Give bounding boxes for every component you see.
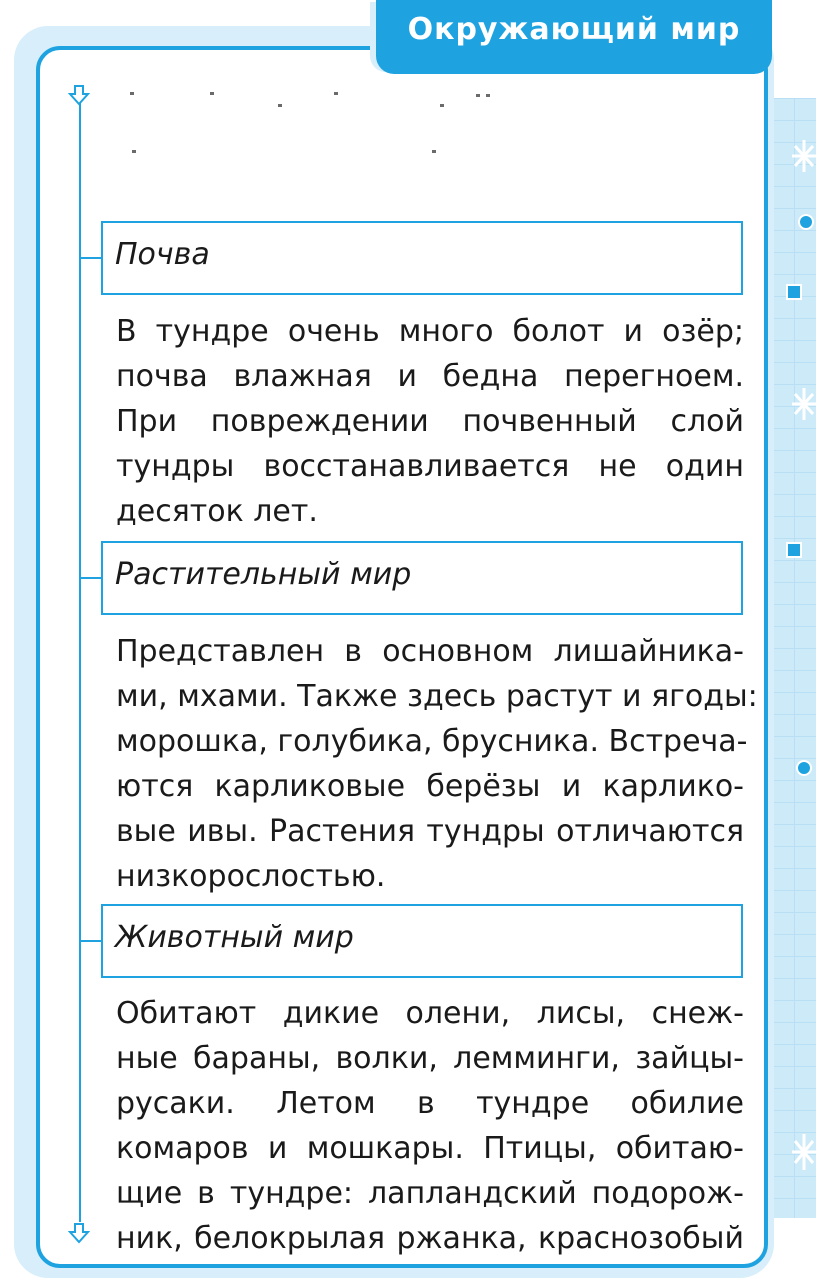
- timeline-connector: [80, 577, 102, 579]
- paragraph-line: Представлен в основном лишайника-: [116, 634, 744, 669]
- text-fragment: [210, 92, 214, 95]
- paragraph-line: В тундре очень много болот и озёр;: [116, 314, 744, 349]
- paragraph-line: При повреждении почвенный слой: [116, 404, 744, 439]
- paragraph-line: почва влажная и бедна перегноем.: [116, 359, 744, 394]
- paragraph-line: щие в тундре: лапландский подорож-: [116, 1176, 744, 1211]
- page-title: Окружающий мир: [407, 12, 741, 47]
- paragraph-line: ные бараны, волки, лемминги, зайцы-: [116, 1041, 744, 1076]
- paragraph-line: Обитают дикие олени, лисы, снеж-: [116, 996, 744, 1031]
- section-title: Почва: [115, 237, 210, 272]
- snowflake-icon: [792, 1130, 816, 1174]
- arrow-down-icon: [68, 84, 90, 106]
- text-fragment: [278, 104, 282, 107]
- paragraph-line: низкорослостью.: [116, 859, 386, 894]
- paragraph-line: русаки. Летом в тундре обилие: [116, 1086, 744, 1121]
- paragraph-line: вые ивы. Растения тундры отличаются: [116, 814, 744, 849]
- decorative-side-strip: [772, 98, 816, 1218]
- timeline-line: [79, 100, 81, 1222]
- text-fragment: [132, 150, 136, 153]
- square-decoration: [786, 542, 802, 558]
- paragraph-line: комаров и мошкары. Птицы, обитаю-: [116, 1131, 744, 1166]
- paragraph-line: морошка, голубика, брусника. Встреча-: [116, 724, 748, 759]
- section-heading-box: [101, 904, 743, 978]
- text-fragment: [440, 104, 444, 107]
- paragraph-line: ник, белокрылая ржанка, краснозобый: [116, 1221, 744, 1256]
- timeline-connector: [80, 257, 102, 259]
- section-title: Растительный мир: [115, 557, 412, 592]
- text-fragment: [130, 92, 134, 95]
- paragraph-line: десяток лет.: [116, 494, 318, 529]
- section-paragraph: [116, 309, 744, 534]
- text-fragment: [334, 92, 338, 95]
- snowflake-icon: [792, 384, 816, 424]
- dot-decoration: [796, 760, 812, 776]
- section-paragraph: [116, 991, 744, 1261]
- section-heading-box: [101, 221, 743, 295]
- text-fragment: [486, 94, 490, 97]
- section-heading-box: [101, 541, 743, 615]
- paragraph-line: тундры восстанавливается не один: [116, 449, 744, 484]
- section-title: Животный мир: [115, 920, 354, 955]
- paragraph-line: ются карликовые берёзы и карлико-: [116, 769, 744, 804]
- header-tab: [376, 0, 772, 74]
- dot-decoration: [798, 214, 814, 230]
- text-fragment: [432, 150, 436, 153]
- timeline-connector: [80, 940, 102, 942]
- text-fragment: [476, 94, 480, 97]
- paragraph-line: ми, мхами. Также здесь растут и ягоды:: [116, 679, 758, 714]
- arrow-down-icon: [68, 1222, 90, 1244]
- square-decoration: [786, 284, 802, 300]
- snowflake-icon: [792, 136, 816, 176]
- section-paragraph: [116, 629, 758, 899]
